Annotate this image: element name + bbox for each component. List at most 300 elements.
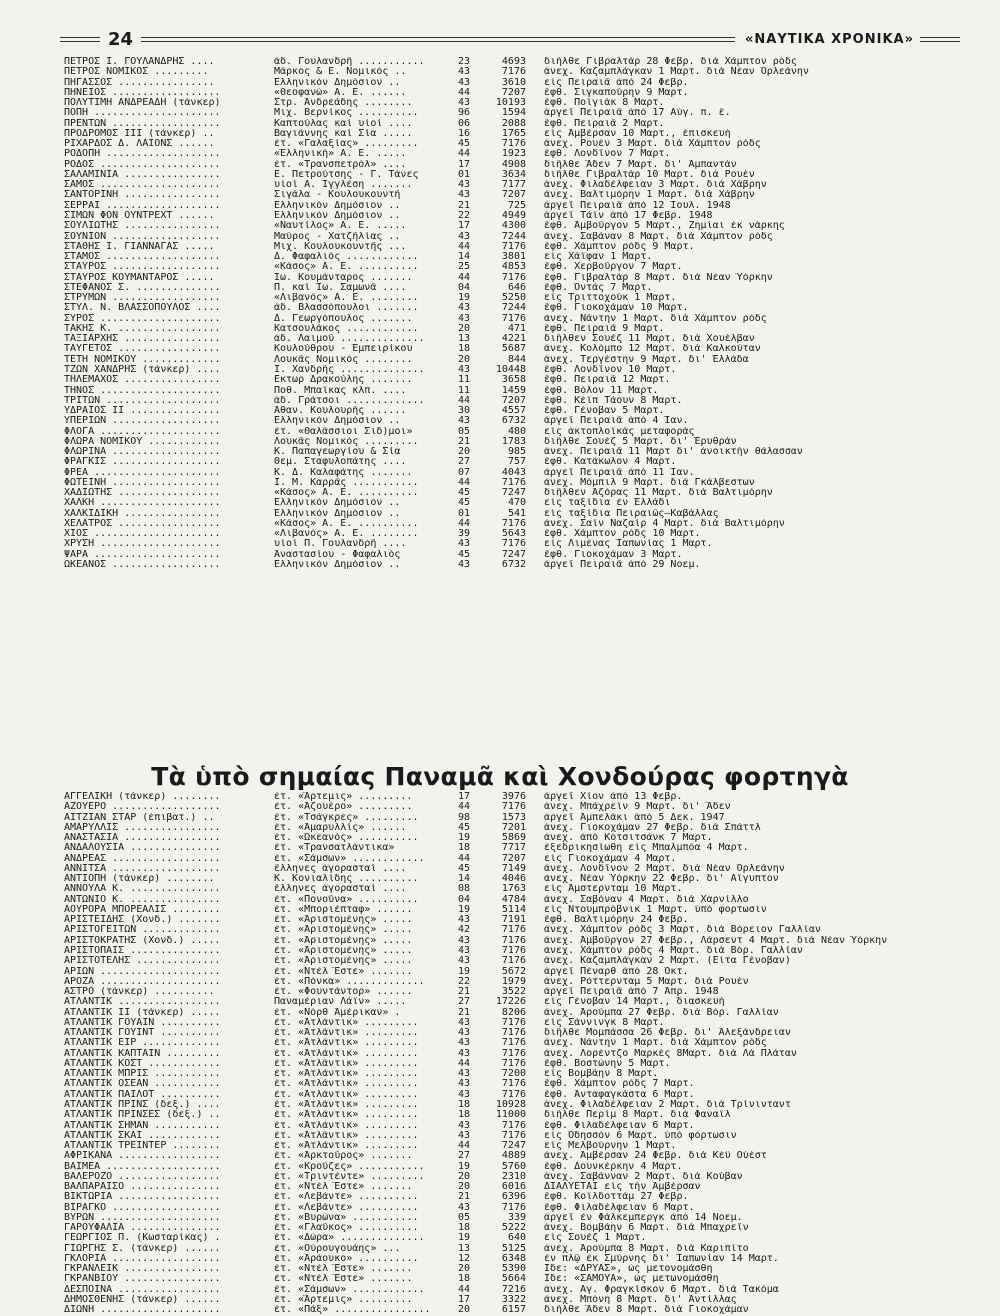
year-built: 25 — [457, 262, 470, 273]
ship-name: ΤΑΞΙΑΡΧΗΣ ................ — [64, 334, 221, 345]
owner: Ἑλληνικὸν Δημόσιον .. — [274, 416, 401, 427]
table-row — [64, 1151, 964, 1161]
owner: ἐτ. «Μποριέπταφ» ...... — [274, 904, 413, 915]
table-row — [64, 1079, 964, 1089]
ship-name: ΑΤΛΑΝΤΙΚ ΠΡΙΝΣΕΣ (δεξ.) .. — [64, 1110, 221, 1121]
owner: ἐτ. «Ντὲλ Ἔστε» ....... — [274, 1274, 413, 1285]
ship-name: ΑΡΙΣΤΟΓΕΙΤΩΝ ............. — [64, 925, 221, 936]
year-built: 39 — [457, 529, 470, 540]
owner: «Λιβανὸς» Α. Ε. ........ — [274, 293, 419, 304]
status: εἰς Τριττοχοὺκ 1 Μαρτ. — [544, 293, 677, 304]
table-row — [64, 324, 964, 334]
owner: «Λιβανὸς» Α. Ε. ........ — [274, 529, 419, 540]
year-built: 42 — [457, 925, 470, 936]
year-built: 19 — [457, 966, 470, 977]
table-row — [64, 211, 964, 221]
status: ἔφθ. Βαλτιμόρην 24 Φεβρ. — [544, 915, 689, 926]
owner: Ἑλληνικὸν Δημόσιον .. — [274, 77, 401, 88]
status: ἀργεῖ Πειραιᾶ ἀπὸ 11 Ἰαν. — [544, 467, 695, 478]
tonnage: 1763 — [501, 884, 526, 895]
table-row — [64, 997, 964, 1007]
table-row — [64, 283, 964, 293]
status: ἀνεχ. Ἀμβοῦργον 27 Φεβρ., Λάρσεντ 4 Μαρτ. διὰ Νέαν Ὑόρκην — [544, 935, 888, 946]
ship-name: ΣΤΑΥΡΟΣ .................. — [64, 262, 221, 273]
ship-name: ΠΡΟΔΡΟΜΟΣ ΙΙΙ (τάνκερ) .. — [64, 128, 215, 139]
table-row — [64, 519, 964, 529]
table-row — [64, 273, 964, 283]
ship-name: ΑΤΛΑΝΤΙΚ ΤΡΕΪΝΤΕΡ ........ — [64, 1141, 221, 1152]
tonnage: 7247 — [501, 549, 526, 560]
tonnage: 6732 — [501, 560, 526, 571]
tonnage: 5222 — [501, 1223, 526, 1234]
year-built: 43 — [457, 231, 470, 242]
status: ἔφθ. Πειραιᾶ 2 Μαρτ. — [544, 118, 665, 129]
status: ἔφθ. Κατάκωλον 4 Μαρτ. — [544, 457, 677, 468]
owner: άδ. Γουλανδρῆ ........... — [274, 57, 425, 67]
tonnage: 7176 — [501, 1130, 526, 1141]
status: ἔφθ. Λονδῖνον 10 Μαρτ. — [544, 364, 677, 375]
table-row — [64, 293, 964, 303]
section-title-panama-honduras: Τὰ ὑπὸ σημαίας Παναμᾶ καὶ Χονδούρας φορτηγὰ — [151, 762, 849, 791]
tonnage: 7207 — [501, 853, 526, 864]
tonnage: 471 — [507, 323, 526, 334]
ship-name: ΓΑΡΟΥΦΑΛΙΑ ............... — [64, 1223, 221, 1234]
owner: Ἀναστασίου - Φαφαλιὸς — [274, 549, 401, 560]
ship-name: ΑΡΙΣΤΟΤΕΛΗΣ .............. — [64, 956, 221, 967]
year-built: 21 — [457, 1007, 470, 1018]
ship-name: ΓΕΩΡΓΙΟΣ Π. (Κωσταρίκας) . — [64, 1233, 221, 1244]
ship-name: ΠΕΤΡΟΣ ΝΟΜΙΚΟΣ ......... — [64, 67, 209, 78]
tonnage: 5760 — [501, 1161, 526, 1172]
tonnage: 4889 — [501, 1151, 526, 1162]
ship-name: ΣΕΡΡΑΙ ................... — [64, 200, 221, 211]
ship-name: ΣΙΜΩΝ ΦΟΝ ΟΥΝΤΡΕΧΤ ...... — [64, 210, 215, 221]
tonnage: 3976 — [501, 792, 526, 802]
owner: υἱοὶ Π. Γουλανδρῆ .... — [274, 539, 407, 550]
publication-title: «ΝΑΥΤΙΚΑ ΧΡΟΝΙΚΑ» — [745, 31, 914, 47]
status: ἔφθ. Χάμπτον ρὸδς 9 Μαρτ. — [544, 241, 695, 252]
ship-name: ΑΤΛΑΝΤΙΚ ΚΑΠΤΑΪΝ ......... — [64, 1048, 221, 1059]
status: Ἴδε: «ΣΑΜΟΥΑ», ὡς μετωνομάσθη — [544, 1274, 719, 1285]
year-built: 43 — [457, 416, 470, 427]
year-built: 19 — [457, 904, 470, 915]
status: διῆλθε Ἄδεν 7 Μαρτ. δι' Ἀμπαντὰν — [544, 159, 737, 170]
owner: ἐτ. «Πόνκα» ............. — [274, 976, 425, 987]
tonnage: 470 — [507, 498, 526, 509]
tonnage: 7149 — [501, 863, 526, 874]
status: ἀνεχ. Γιοκοχάμαν 27 Φεβρ. διὰ Σπάττλ — [544, 822, 761, 833]
ship-name: ΑΡΟΖΑ .................... — [64, 976, 221, 987]
ship-name: ΑΜΑΡΥΛΛΙΣ ................ — [64, 822, 221, 833]
owner: «Κάσος» Α. Ε. .......... — [274, 262, 419, 273]
ship-name: ΣΤΑΜΟΣ ................... — [64, 252, 221, 263]
status: ἀνεχ. Βομβάην 6 Μαρτ. διὰ Μπαχρεῖν — [544, 1223, 749, 1234]
status: ἔφθ. Κέϊπ Τάουν 8 Μαρτ. — [544, 395, 683, 406]
year-built: 08 — [457, 884, 470, 895]
year-built: 45 — [457, 863, 470, 874]
year-built: 44 — [457, 853, 470, 864]
table-row — [64, 560, 964, 570]
status: ἀνεχ. Μόμπιλ 9 Μαρτ. διὰ Γκάλβεστων — [544, 477, 755, 488]
tonnage: 7176 — [501, 1079, 526, 1090]
status: ἀνεχ. Κολόμπο 12 Μαρτ. διὰ Καλκούταν — [544, 344, 761, 355]
ship-name: ΓΚΡΑΝΒΙΟΥ ................ — [64, 1274, 221, 1285]
owner: ἐτ. «Κροῦζες» ........... — [274, 1161, 425, 1172]
owner: ἐτ. «Ἀτλάντικ» ......... — [274, 1069, 419, 1080]
ship-name: ΧΑΔΙΩΤΗΣ ................. — [64, 488, 221, 499]
ship-name: ΑΤΛΑΝΤΙΚ ΕΪΡ ............. — [64, 1038, 221, 1049]
owner: Π. καὶ Ἰω. Σαμωνᾶ .... — [274, 282, 407, 293]
status: ἀνεχ. Νάντην 1 Μαρτ. διὰ Χάμπτον ρὸδς — [544, 1038, 767, 1049]
owner: ἕλληνες ἀγορασταὶ .... — [274, 863, 407, 874]
status: ἔφθ. Ποϊγιὰκ 8 Μαρτ. — [544, 98, 665, 109]
status: εἰς Ἀμστερνταμ 10 Μαρτ. — [544, 884, 683, 895]
table-row — [64, 129, 964, 139]
ship-name: ΑΤΛΑΝΤΙΚ ΓΟΥΪΝΤ .......... — [64, 1028, 221, 1039]
status: ἀργεῖ Πειραιᾶ ἀπὸ 12 Ἰουλ. 1948 — [544, 200, 731, 211]
header-rule-middle — [141, 37, 735, 42]
ship-name: ΑΟΥΡΟΡΑ ΜΠΟΡΕΑΛΙΣ ........ — [64, 904, 221, 915]
owner: ἐτ. «Νὸρθ Ἀμέρικαν» . — [274, 1007, 401, 1018]
tonnage: 10928 — [495, 1099, 526, 1110]
ship-name: ΠΗΓΑΣΣΟΣ ................ — [64, 77, 215, 88]
tonnage: 7247 — [501, 488, 526, 499]
owner: ἕλληνες ἀγορασταὶ .... — [274, 884, 407, 895]
status: ἀνεχ. Χάμπτον ρὸδς 4 Μαρτ. διὰ Βόρ. Γαλλίαν — [544, 945, 803, 956]
year-built: 12 — [457, 1253, 470, 1264]
year-built: 27 — [457, 457, 470, 468]
status: ἔφθ. Κοϊλδοττὰμ 27 Φεβρ. — [544, 1192, 689, 1203]
table-row — [64, 180, 964, 190]
year-built: 43 — [457, 1130, 470, 1141]
table-row — [64, 375, 964, 385]
tonnage: 4853 — [501, 262, 526, 273]
ship-name: ΑΝΤΙΟΠΗ (τάνκερ) ........ — [64, 874, 215, 885]
table-row — [64, 854, 964, 864]
ship-name: ΦΡΕΑ ..................... — [64, 467, 221, 478]
table-row — [64, 792, 964, 802]
tonnage: 7176 — [501, 539, 526, 550]
table-row — [64, 1038, 964, 1048]
owner: Κατσουλάκος ............ — [274, 323, 419, 334]
table-row — [64, 1264, 964, 1274]
year-built: 43 — [457, 77, 470, 88]
tonnage: 1979 — [501, 976, 526, 987]
ship-name: ΥΠΕΡΙΩΝ .................. — [64, 416, 221, 427]
owner: ἐτ. «Ἄρτεμις» ......... — [274, 1295, 413, 1306]
table-row — [64, 1295, 964, 1305]
year-built: 43 — [457, 1079, 470, 1090]
status: ἀργεῖ Τάϊν ἀπὸ 17 Φεβρ. 1948 — [544, 210, 713, 221]
year-built: 43 — [457, 560, 470, 571]
tonnage: 3322 — [501, 1295, 526, 1306]
year-built: 20 — [457, 1305, 470, 1316]
status: ἔφθ. Ἀμβοῦργον 5 Μαρτ., Ζημίαι ἐκ νάρκης — [544, 221, 785, 232]
ship-name: ΓΚΡΑΝΛΕΪΚ ................ — [64, 1264, 221, 1275]
ship-name: ΦΛΟΓΑ .................... — [64, 426, 221, 437]
tonnage: 6157 — [501, 1305, 526, 1316]
owner: Μιχ. Βερνίκος .......... — [274, 108, 419, 119]
tonnage: 7176 — [501, 956, 526, 967]
owner: «Κάσος» Α. Ε. .......... — [274, 518, 419, 529]
table-row — [64, 416, 964, 426]
tonnage: 3658 — [501, 375, 526, 386]
table-row — [64, 802, 964, 812]
table-row — [64, 170, 964, 180]
tonnage: 1783 — [501, 436, 526, 447]
status: ἀνεχ. Ρόττερνταμ 5 Μαρτ. διὰ Ρουὲν — [544, 976, 749, 987]
status: ἔφθ. Ἀνταφαγκάστα 6 Μαρτ. — [544, 1089, 695, 1100]
owner: Ἑλληνικὸν Δημόσιον .. — [274, 560, 401, 571]
tonnage: 7717 — [501, 843, 526, 854]
owner: ἐτ. «Γαλαξίας» ......... — [274, 139, 419, 150]
table-row — [64, 88, 964, 98]
tonnage: 3522 — [501, 987, 526, 998]
table-row — [64, 314, 964, 324]
table-row — [64, 833, 964, 843]
owner: ἐτ. «Ἀρκτοῦρος» ....... — [274, 1151, 413, 1162]
owner: ἐτ. «Τρανσατλάντικα» — [274, 843, 395, 854]
ship-name: ΑΤΛΑΝΤΙΚ ΠΑΪΛΟΤ .......... — [64, 1089, 221, 1100]
table-row — [64, 201, 964, 211]
table-row — [64, 498, 964, 508]
owner: ἐτ. «Δώρα» .............. — [274, 1233, 425, 1244]
year-built: 19 — [457, 1161, 470, 1172]
ship-name: ΑΡΙΣΤΟΚΡΑΤΗΣ (Χονδ.) ..... — [64, 935, 221, 946]
ship-name: ΣΤΑΘΗΣ Ι. ΓΙΑΝΝΑΓΑΣ ..... — [64, 241, 215, 252]
tonnage: 7176 — [501, 935, 526, 946]
owner: ἐτ. «Γλαῦκος» .......... — [274, 1223, 419, 1234]
tonnage: 1573 — [501, 812, 526, 823]
ship-name: ΑΝΑΣΤΑΣΙΑ ................ — [64, 833, 221, 844]
table-row — [64, 149, 964, 159]
status: διῆλθε Γιβραλτὰρ 10 Μαρτ. διὰ Ρουὲν — [544, 169, 755, 180]
table-row — [64, 437, 964, 447]
table-row — [64, 1121, 964, 1131]
ship-name: ΔΕΣΠΟΙΝΑ ................. — [64, 1284, 221, 1295]
status: ἀνεχ. Αγ. Φραγκίσκον 6 Μαρτ. διὰ Τακόμα — [544, 1284, 779, 1295]
year-built: 43 — [457, 1017, 470, 1028]
year-built: 44 — [457, 802, 470, 813]
tonnage: 1459 — [501, 385, 526, 396]
table-row — [64, 1305, 964, 1315]
ship-name: ΦΩΤΕΙΝΗ .................. — [64, 477, 221, 488]
ship-name: ΦΛΩΡΑ ΝΟΜΙΚΟΥ ............ — [64, 436, 221, 447]
year-built: 18 — [457, 1110, 470, 1121]
year-built: 44 — [457, 477, 470, 488]
tonnage: 7177 — [501, 180, 526, 191]
owner: ἐτ. «Ἀτλάντικ» ......... — [274, 1079, 419, 1090]
ship-name: ΣΤΑΥΡΟΣ ΚΟΥΜΑΝΤΑΡΟΣ ..... — [64, 272, 215, 283]
table-row — [64, 468, 964, 478]
year-built: 43 — [457, 945, 470, 956]
status: ἀνεχ. Ρουὲν 3 Μαρτ. διὰ Χάμπτον ρὸδς — [544, 139, 761, 150]
status: ἔφθ. Χερβοῦργον 7 Μαρτ. — [544, 262, 683, 273]
table-row — [64, 334, 964, 344]
owner: «Κάσος» Α. Ε. .......... — [274, 488, 419, 499]
year-built: 18 — [457, 344, 470, 355]
table-row — [64, 1069, 964, 1079]
year-built: 18 — [457, 1274, 470, 1285]
status: ἀργεῖ Πέναρθ ἀπὸ 28 Ὀκτ. — [544, 966, 689, 977]
status: ἔφθ. Γένοβαν 5 Μαρτ. — [544, 406, 665, 417]
owner: υἱοὶ Α. Ἰγγλέση ....... — [274, 180, 413, 191]
owner: Θεμ. Σταφυλοπάτης .... — [274, 457, 407, 468]
tonnage: 2310 — [501, 1171, 526, 1182]
status: διῆλθεν Σουὲζ 11 Μαρτ. διὰ Χουέλβαν — [544, 334, 755, 345]
status: ἀνεχ. Λορέντζο Μαρκὲς 8Μαρτ. διὰ Λὰ Πλάταν — [544, 1048, 797, 1059]
ship-name: ΣΟΥΝΙΟΝ .................. — [64, 231, 221, 242]
table-row — [64, 509, 964, 519]
table-row — [64, 262, 964, 272]
year-built: 43 — [457, 180, 470, 191]
ship-name: ΣΤΥΛ. Ν. ΒΛΑΣΣΟΠΟΥΛΟΣ .... — [64, 303, 221, 314]
ship-name: ΤΑΫΓΕΤΟΣ ................. — [64, 344, 221, 355]
year-built: 45 — [457, 498, 470, 509]
year-built: 43 — [457, 539, 470, 550]
owner: Λουκᾶς Νομικὸς ......... — [274, 436, 419, 447]
status: ἀργεῖ ἐν Φάλκεμπεργκ ἀπὸ 14 Νοεμ. — [544, 1212, 743, 1223]
tonnage: 1594 — [501, 108, 526, 119]
ship-name: ΠΕΤΡΟΣ Ι. ΓΟΥΛΑΝΔΡΗΣ .... — [64, 57, 215, 67]
status: ἀνεχ. Καζαμπλάγκαν 1 Μαρτ. διὰ Νέαν Ὀρλεάνην — [544, 67, 809, 78]
tonnage: 7200 — [501, 1069, 526, 1080]
tonnage: 4784 — [501, 894, 526, 905]
owner: Δ. Γεωργόπουλος ....... — [274, 313, 413, 324]
tonnage: 5114 — [501, 904, 526, 915]
status: ἔφθ. Βοστώνην 5 Μαρτ. — [544, 1058, 671, 1069]
table-row — [64, 78, 964, 88]
ship-name: ΠΡΕΝΤΩΝ .................. — [64, 118, 221, 129]
owner: Κουλούθρου - Ἐμπειρίκου — [274, 344, 413, 355]
owner: ἐτ. «Ὠκεανὸς» .......... — [274, 833, 419, 844]
status: ἔφθ. Βόλον 11 Μαρτ. — [544, 385, 659, 396]
tonnage: 7176 — [501, 1120, 526, 1131]
year-built: 22 — [457, 210, 470, 221]
owner: ἐτ. «Ἀτλάντικ» ......... — [274, 1058, 419, 1069]
table-row — [64, 119, 964, 129]
tonnage: 7244 — [501, 303, 526, 314]
status: ἀνεχ. Σαβάνναν 2 Μαρτ. διὰ Κούβαν — [544, 1171, 743, 1182]
year-built: 20 — [457, 354, 470, 365]
table-row — [64, 905, 964, 915]
year-built: 16 — [457, 128, 470, 139]
status: ἀργεῖ Πειραιᾶ ἀπὸ 29 Νοεμ. — [544, 560, 701, 571]
status: ἀργεῖ Χίον ἀπὸ 13 Φεβρ. — [544, 792, 683, 802]
table-row — [64, 1274, 964, 1284]
tonnage: 4046 — [501, 874, 526, 885]
tonnage: 985 — [507, 447, 526, 458]
tonnage: 1923 — [501, 149, 526, 160]
owner: ἀδ. Βλασσόπουλοι ....... — [274, 303, 419, 314]
year-built: 06 — [457, 118, 470, 129]
table-row — [64, 539, 964, 549]
tonnage: 7176 — [501, 241, 526, 252]
ship-name: ΑΤΛΑΝΤΙΚ ΓΟΥΑΪΝ .......... — [64, 1017, 221, 1028]
owner: ἐτ. «Λεβάντε» .......... — [274, 1202, 419, 1213]
table-row — [64, 1131, 964, 1141]
owner: Ἑλληνικὸν Δημόσιον .. — [274, 210, 401, 221]
year-built: 14 — [457, 252, 470, 263]
tonnage: 480 — [507, 426, 526, 437]
year-built: 14 — [457, 874, 470, 885]
ship-name: ΑΤΛΑΝΤΙΚ ΚΟΣΤ ............ — [64, 1058, 221, 1069]
owner: Ι. Μ. Καρρᾶς ........... — [274, 477, 419, 488]
table-row — [64, 396, 964, 406]
owner: Ἑλληνικὸν Δημόσιον .. — [274, 508, 401, 519]
owner: ἐτ. «Πονοῦνα» .......... — [274, 894, 419, 905]
owner: Κ. Δ. Καλαφάτης ....... — [274, 467, 413, 478]
owner: Δ. Φαφαλιὸς ............ — [274, 252, 419, 263]
ship-name: ΣΟΥΛΙΩΤΗΣ ................ — [64, 221, 221, 232]
table-row — [64, 1254, 964, 1264]
year-built: 23 — [457, 57, 470, 67]
year-built: 27 — [457, 997, 470, 1008]
status: ἔφθ. Χάμπτον ρὸδς 10 Μαρτ. — [544, 529, 701, 540]
status: εἰς Σάννινγκ 8 Μαρτ. — [544, 1017, 665, 1028]
tonnage: 339 — [507, 1212, 526, 1223]
status: ἀνεχ. Λονδῖνον 2 Μαρτ. διὰ Νέαν Ὀρλεάνην — [544, 863, 785, 874]
table-row — [64, 1018, 964, 1028]
year-built: 43 — [457, 67, 470, 78]
ship-name: ΣΑΝΤΟΡΙΝΗ ................ — [64, 190, 221, 201]
owner: Ἕκτωρ Δρακούλης ....... — [274, 375, 413, 386]
table-row — [64, 1223, 964, 1233]
owner: Σιγάλα - Κουλουκουντῆ — [274, 190, 401, 201]
owner: ἐτ. «Ἀτλάντικ» ......... — [274, 1110, 419, 1121]
ship-name: ΑΤΛΑΝΤΙΚ ΜΠΡΙΣ ........... — [64, 1069, 221, 1080]
table-row — [64, 108, 964, 118]
owner: ἐτ. «Ἀτλάντικ» ......... — [274, 1089, 419, 1100]
greek-flag-ships-table — [64, 57, 964, 570]
year-built: 21 — [457, 436, 470, 447]
owner: ἐτ. «Ἀτλάντικ» ......... — [274, 1130, 419, 1141]
page-number: 24 — [108, 28, 134, 50]
table-row — [64, 936, 964, 946]
owner: ἐτ. «Σάμσων» ............ — [274, 853, 425, 864]
table-row — [64, 98, 964, 108]
status: ἀνεχ. Φιλαδέλφειαν 2 Μαρτ. διὰ Τρίνινταντ — [544, 1099, 791, 1110]
ship-name: ΒΑΪΜΕΑ ................... — [64, 1161, 221, 1172]
ship-name: ΑΦΡΙΚΑΝΑ ................. — [64, 1151, 221, 1162]
ship-name: ΧΕΛΑΤΡΟΣ ................. — [64, 518, 221, 529]
status: διῆλθε Μομπάσσα 26 Φεβρ. δι' Ἀλεξάνδρειαν — [544, 1028, 791, 1039]
table-row — [64, 813, 964, 823]
ship-name: ΑΤΛΑΝΤΙΚ ................. — [64, 997, 221, 1008]
table-row — [64, 823, 964, 833]
owner: ἐτ. «Ἄρτεμις» ......... — [274, 792, 413, 802]
year-built: 96 — [457, 108, 470, 119]
tonnage: 4300 — [501, 221, 526, 232]
ship-name: ΔΗΜΟΣΘΕΝΗΣ (τάνκερ) ...... — [64, 1295, 221, 1306]
year-built: 01 — [457, 508, 470, 519]
ship-name: ΑΖΟΥΕΡΟ .................. — [64, 802, 221, 813]
ship-name: ΦΛΩΡΙΝΑ .................. — [64, 447, 221, 458]
owner: ἐτ. «Ἀριστομένης» ..... — [274, 935, 413, 946]
status: ἀνεχ. Ἀρούμπα 27 Φεβρ. διὰ Βόρ. Γαλλίαν — [544, 1007, 779, 1018]
owner: Παναμέριαν Λάϊν» ..... — [274, 997, 407, 1008]
status: διῆλθε Σουὲζ 5 Μαρτ. δι' Ἐρυθρὰν — [544, 436, 737, 447]
owner: «Θεοφανὼ» Α. Ε. ...... — [274, 87, 407, 98]
status: εἰς Ντουμπρόβνικ 1 Μαρτ. ὑπὸ φορτωσιν — [544, 904, 767, 915]
status: Ἴδε: «ΔΡΥΑΣ», ὡς μετονομάσθη — [544, 1264, 713, 1275]
table-row — [64, 386, 964, 396]
status: διῆλθε Περὶμ 8 Μαρτ. διὰ Φαναϊλ — [544, 1110, 731, 1121]
table-row — [64, 221, 964, 231]
owner: ἐτ. «Ντὲλ Ἔστε» ....... — [274, 966, 413, 977]
table-row — [64, 1110, 964, 1120]
year-built: 04 — [457, 282, 470, 293]
